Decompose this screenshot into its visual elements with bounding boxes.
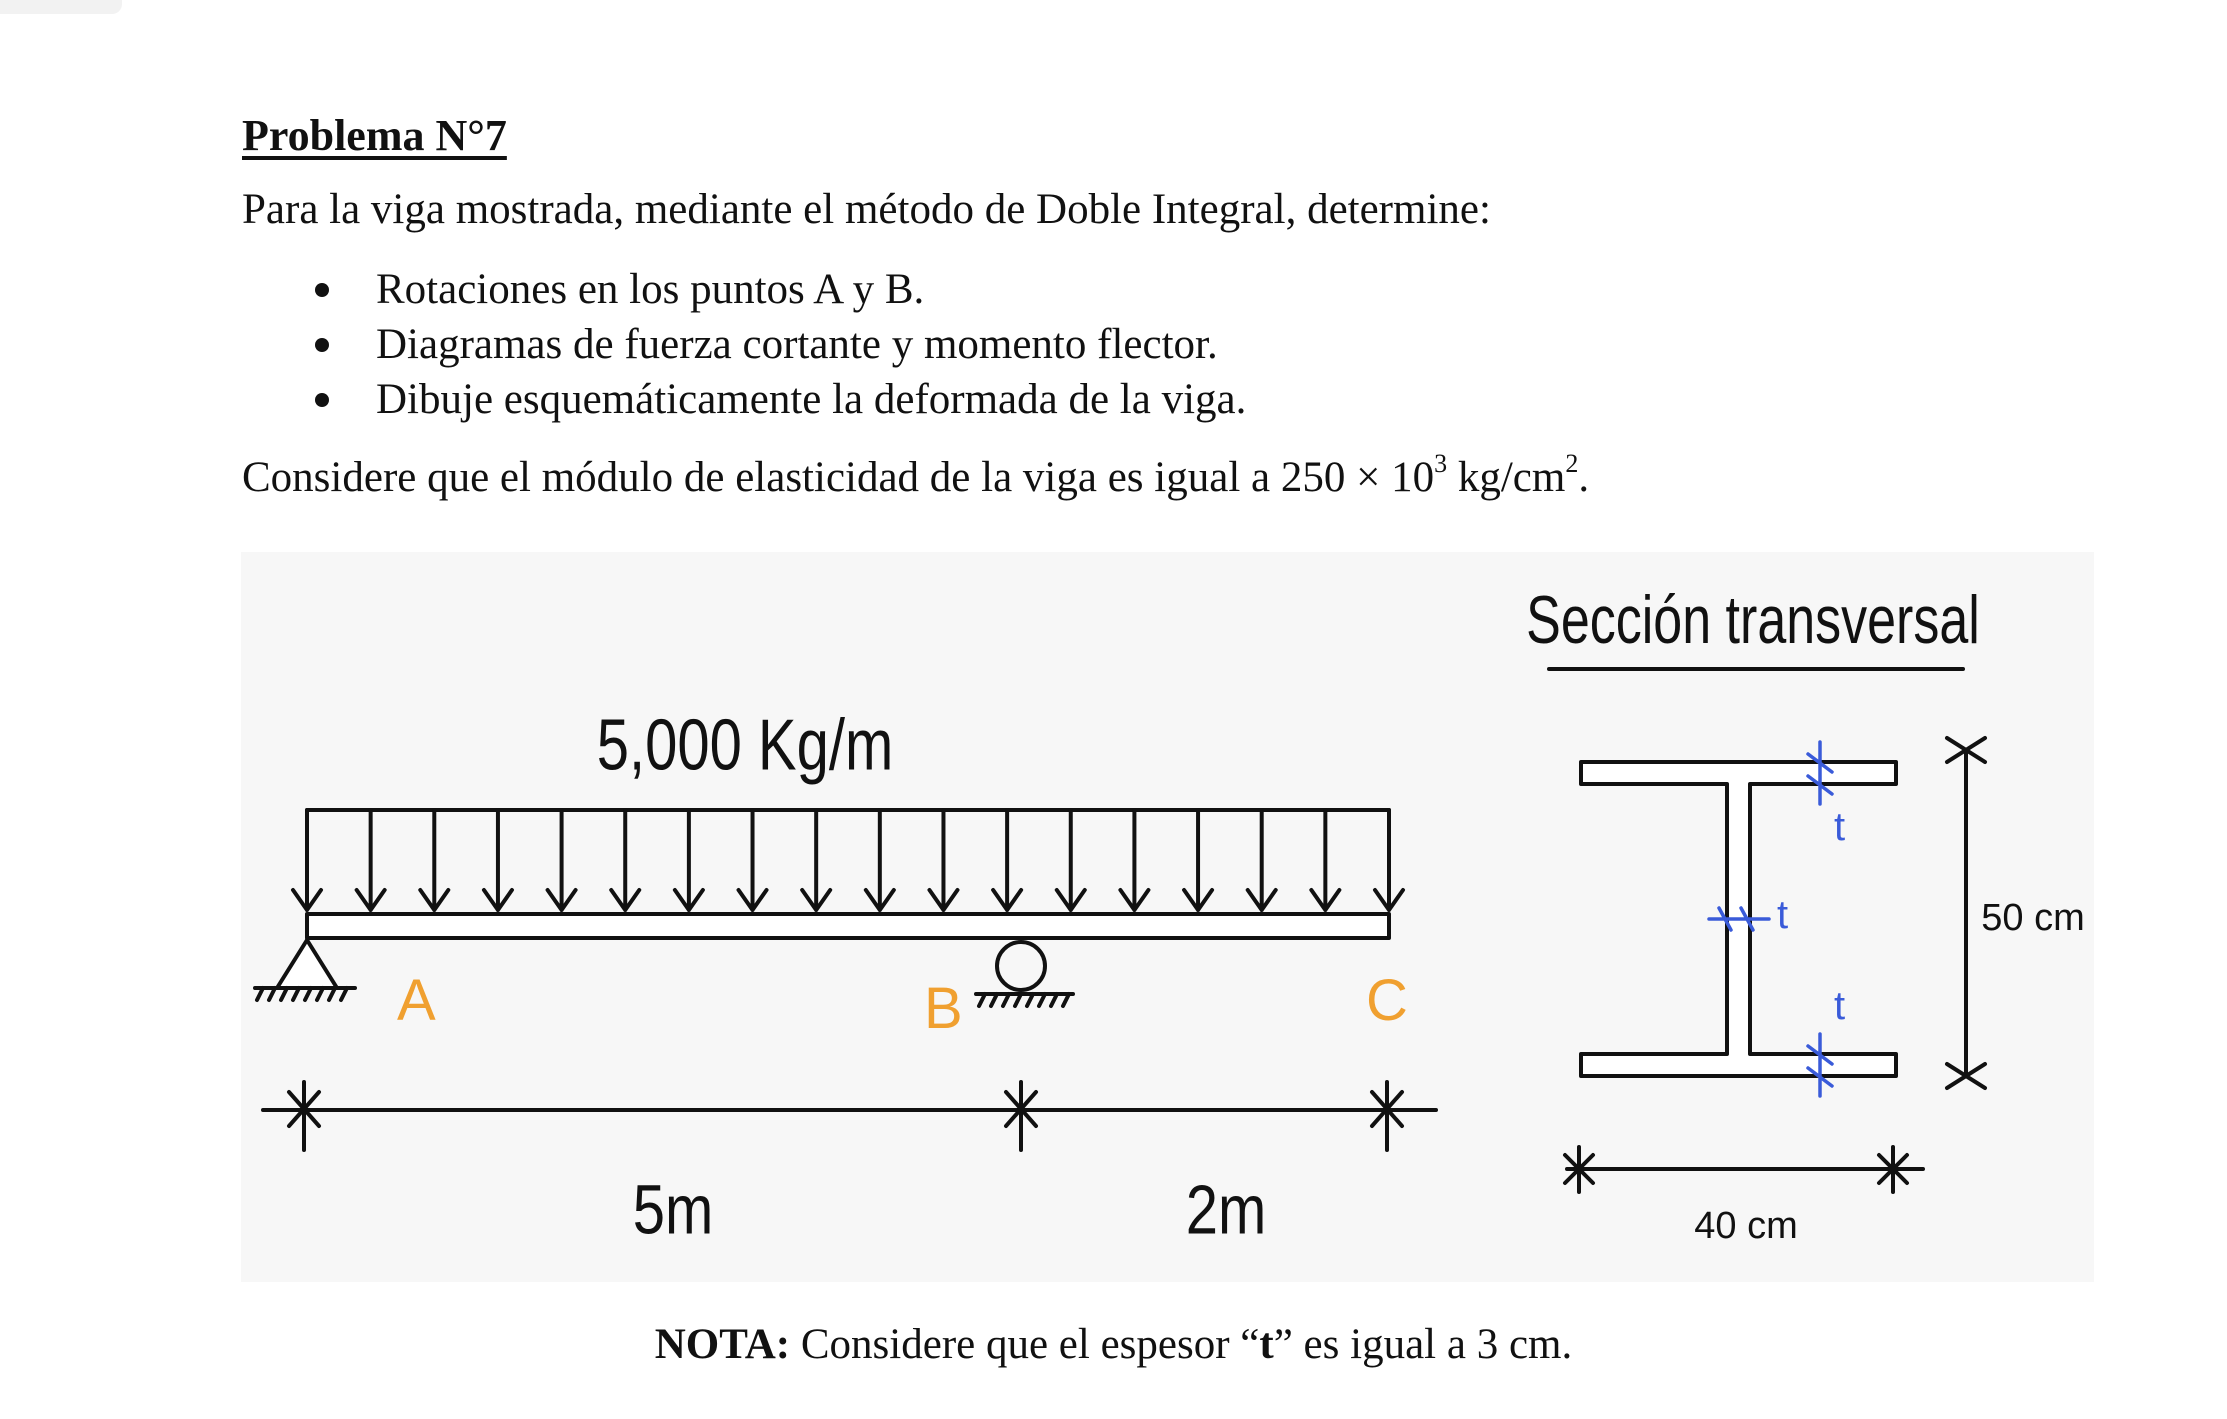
load-arrow [548,810,576,910]
dimension-tick-c [1372,1082,1402,1150]
load-arrow [611,810,639,910]
height-dimension [1947,738,1985,1088]
load-arrow [484,810,512,910]
note-label: NOTA: [654,1321,791,1368]
elastic-modulus-statement [242,449,1590,502]
load-arrow [675,810,703,910]
requirement-item: Dibuje esquemáticamente la deformada de la viga. [242,372,1246,427]
load-arrow [1311,810,1339,910]
load-arrow [802,810,830,910]
load-arrow [1375,810,1403,910]
width-dimension [1565,1147,1923,1192]
problem-intro: Para la viga mostrada, mediante el método de Doble Integral, determine: [242,186,1491,233]
pin-support-a [277,940,337,988]
beam-figure [241,552,2094,1282]
load-label: 5,000 Kg/m [596,704,894,785]
load-arrow [739,810,767,910]
problem-title: Problema N°7 [242,111,507,160]
modulus-text: Considere que el módulo de elasticidad de la viga es igual a 250 × 10 [242,454,1435,501]
note-t-symbol: t [1259,1321,1274,1368]
load-arrow [1248,810,1276,910]
thickness-label-bottom: t [1834,984,1846,1028]
requirement-item: Rotaciones en los puntos A y B. [242,262,1246,317]
note [0,1320,2227,1369]
thickness-label-web: t [1777,893,1789,937]
section-title: Sección transversal [1526,581,1980,658]
load-arrow [1184,810,1212,910]
point-b-label: B [924,976,963,1041]
load-arrow [993,810,1021,910]
thickness-label-top: t [1834,805,1846,849]
span-ab-label: 5m [632,1170,714,1249]
note-text-end: ” es igual a 3 cm. [1273,1321,1573,1368]
requirement-item: Diagramas de fuerza cortante y momento flector. [242,317,1246,372]
load-arrow [1057,810,1085,910]
modulus-exponent: 3 [1434,449,1448,478]
span-bc-label: 2m [1185,1170,1267,1249]
note-text: Considere que el espesor “ [790,1321,1260,1368]
ground-hatch-b [976,994,1073,1006]
load-arrow [293,810,321,910]
dimension-tick-a [289,1082,319,1150]
point-a-label: A [397,968,436,1033]
window-tab-corner [0,0,122,14]
beam-diagram [241,552,2094,1282]
load-arrows [293,810,1403,910]
modulus-unit-exponent: 2 [1565,449,1579,478]
dimension-tick-b [1006,1082,1036,1150]
ground-hatch-a [255,988,355,1000]
modulus-period: . [1578,454,1590,501]
load-arrow [929,810,957,910]
load-arrow [420,810,448,910]
roller-support-b [997,942,1045,990]
width-label: 40 cm [1694,1205,1798,1247]
load-arrow [866,810,894,910]
requirements-list [242,262,1246,427]
beam [307,914,1389,938]
modulus-unit: kg/cm [1447,454,1566,501]
load-arrow [1120,810,1148,910]
point-c-label: C [1366,968,1408,1033]
height-label: 50 cm [1981,897,2085,939]
load-arrow [357,810,385,910]
